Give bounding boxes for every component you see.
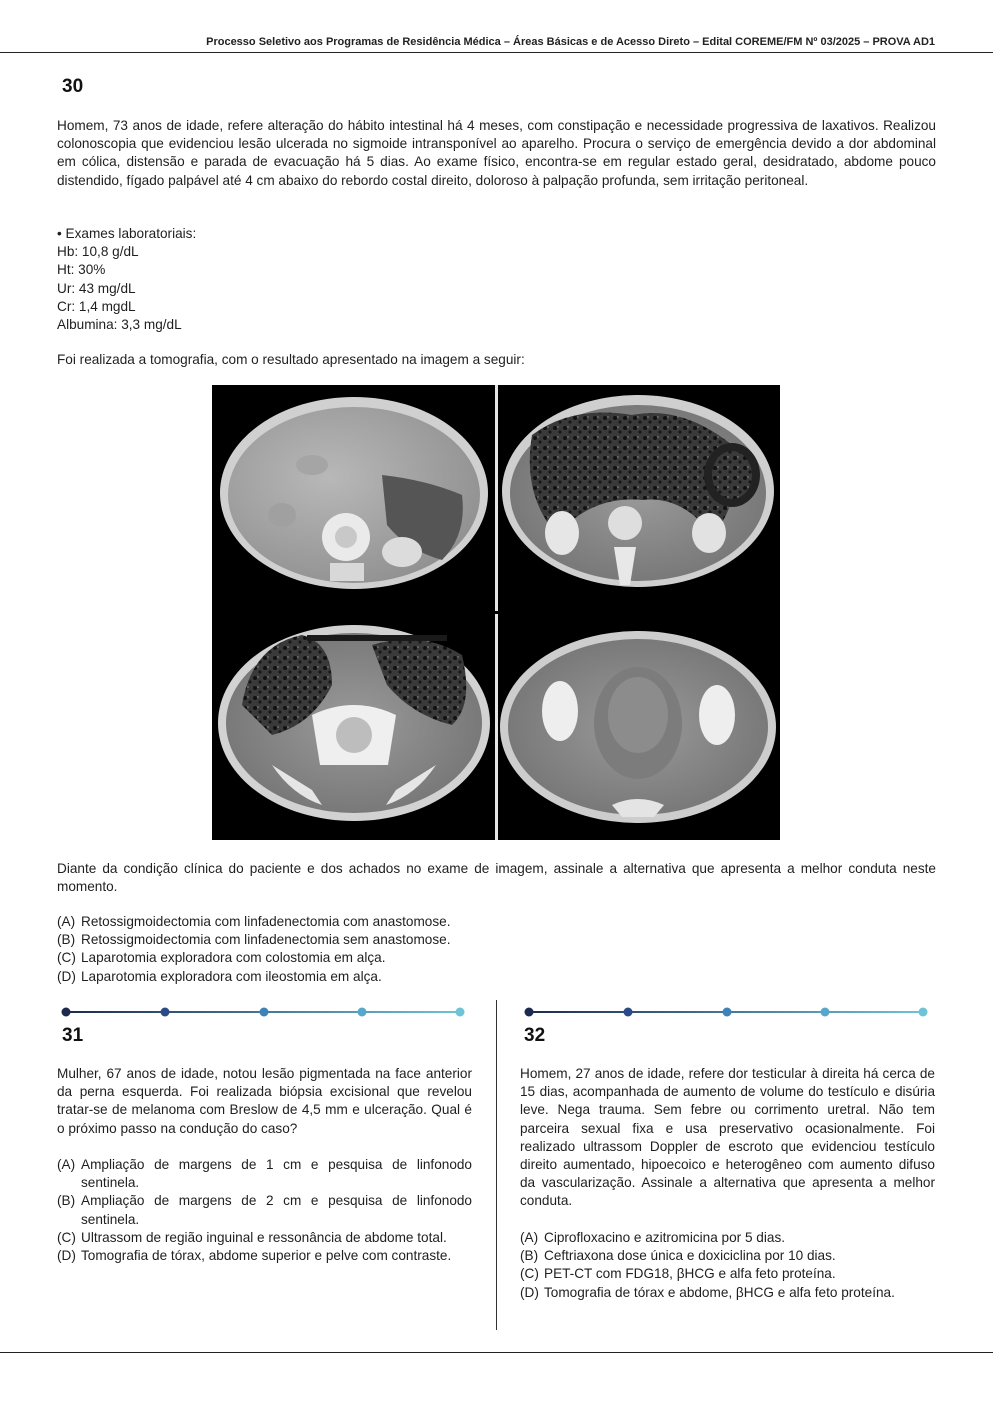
- ct-panel-liver: [220, 397, 488, 589]
- option-30-a[interactable]: [57, 913, 936, 931]
- option-30-b[interactable]: [57, 931, 936, 949]
- option-text: Retossigmoidectomia com linfadenectomia sem anastomose.: [81, 932, 451, 948]
- question-31-stem: Mulher, 67 anos de idade, notou lesão pigmentada na face anterior da perna esquerda. Foi realizada biópsia excisional que revelou tratar-se de melanoma com Breslow de 4,5 mm e ulceração. Qual é o próximo passo na condução do caso?: [57, 1066, 472, 1136]
- ct-scan-illustration: [212, 385, 780, 840]
- option-label: (B): [57, 932, 76, 948]
- option-32-b[interactable]: [520, 1247, 935, 1265]
- question-32-stem: Homem, 27 anos de idade, refere dor testicular à direita há cerca de 15 dias, acompanhada de aumento de volume do testículo e disúria leve. Nega trauma. Sem febre ou corrimento uretral. Não tem parceira sexual fixa e usa preservativo ocasionalmente. Foi realizado ultrassom Doppler de escroto que evidenciou testículo direito aumentado, hipoecoico e heterogêneo com aumento difuso da vascularização. Assinale a alternativa que apresenta a melhor conduta.: [520, 1066, 935, 1209]
- option-31-c[interactable]: [57, 1229, 472, 1247]
- question-30-options: [57, 913, 936, 986]
- ct-panel-lower-abdomen: [218, 625, 490, 821]
- option-text: PET-CT com FDG18, βHCG e alfa feto proteína.: [544, 1266, 836, 1282]
- divider-dot-1: [62, 1008, 71, 1017]
- option-text: Ampliação de margens de 1 cm e pesquisa de linfonodo sentinela.: [81, 1157, 472, 1191]
- labs-title: • Exames laboratoriais:: [57, 226, 197, 241]
- option-31-d[interactable]: [57, 1247, 472, 1265]
- option-label: (D): [57, 1248, 76, 1264]
- option-30-d[interactable]: [57, 968, 936, 986]
- option-label: (A): [520, 1230, 539, 1245]
- column-divider: [496, 1000, 497, 1330]
- section-divider-right: [523, 1006, 929, 1018]
- section-divider-left: [60, 1006, 466, 1018]
- option-text: Laparotomia exploradora com colostomia em alça.: [81, 950, 386, 966]
- ct-scan-image: [212, 385, 780, 840]
- header-title: Processo Seletivo aos Programas de Residência Médica – Áreas Básicas e de Acesso Direto – Edital COREME/FM Nº 03/2025 – PROVA AD1: [206, 36, 935, 48]
- lab-item-cr: Cr: 1,4 mgdL: [57, 298, 136, 314]
- page-header: [0, 0, 993, 53]
- option-text: Tomografia de tórax e abdome, βHCG e alfa feto proteína.: [544, 1284, 895, 1300]
- page-footer-line: [0, 1352, 993, 1353]
- ct-panel-pelvis: [500, 631, 776, 823]
- option-label: (C): [57, 950, 76, 966]
- option-label: (A): [57, 914, 76, 929]
- option-30-c[interactable]: [57, 949, 936, 967]
- option-label: (B): [57, 1193, 76, 1209]
- option-label: (D): [57, 968, 76, 984]
- option-text: Retossigmoidectomia com linfadenectomia com anastomose.: [81, 914, 451, 929]
- option-text: Ultrassom de região inguinal e ressonância de abdome total.: [81, 1229, 447, 1245]
- question-31-number: 31: [62, 1025, 84, 1046]
- lab-item-hb: Hb: 10,8 g/dL: [57, 244, 139, 260]
- lab-item-ht: Ht: 30%: [57, 262, 106, 278]
- ct-panel-kidneys: [502, 395, 774, 587]
- option-text: Laparotomia exploradora com ileostomia em alça.: [81, 968, 382, 984]
- lab-results: [57, 225, 457, 334]
- option-text: Ciprofloxacino e azitromicina por 5 dias.: [544, 1230, 786, 1245]
- option-label: (A): [57, 1157, 76, 1172]
- option-label: (B): [520, 1248, 539, 1264]
- divider-dot-5: [456, 1008, 465, 1017]
- option-32-c[interactable]: [520, 1265, 935, 1283]
- divider-dot-2: [624, 1008, 633, 1017]
- divider-dot-1: [525, 1008, 534, 1017]
- option-31-a[interactable]: [57, 1156, 472, 1192]
- divider-dot-3: [260, 1008, 269, 1017]
- question-32-number: 32: [524, 1025, 546, 1046]
- question-30-stem: Homem, 73 anos de idade, refere alteração do hábito intestinal há 4 meses, com constipação e necessidade progressiva de laxativos. Realizou colonoscopia que evidenciou lesão ulcerada no sigmoide intransponível ao aparelho. Procura o serviço de emergência devido a dor abdominal em cólica, distensão e parada de evacuação há 5 dias. Ao exame físico, encontra-se em regular estado geral, desidratado, abdome pouco distendido, fígado palpável até 4 cm abaixo do rebordo costal direito, doloroso à palpação profunda, sem irritação peritoneal.: [57, 118, 936, 188]
- lab-item-albumina: Albumina: 3,3 mg/dL: [57, 317, 182, 333]
- divider-dot-2: [161, 1008, 170, 1017]
- option-text: Tomografia de tórax, abdome superior e pelve com contraste.: [81, 1248, 452, 1264]
- divider-dot-4: [821, 1008, 830, 1017]
- lab-item-ur: Ur: 43 mg/dL: [57, 280, 136, 296]
- question-30-prompt: Diante da condição clínica do paciente e dos achados no exame de imagem, assinale a alternativa que apresenta a melhor conduta neste momento.: [57, 861, 936, 895]
- question-31-options: [57, 1156, 472, 1265]
- question-32-options: [520, 1229, 935, 1302]
- option-label: (D): [520, 1284, 539, 1300]
- option-31-b[interactable]: [57, 1192, 472, 1228]
- image-intro: Foi realizada a tomografia, com o resultado apresentado na imagem a seguir:: [57, 352, 525, 367]
- divider-dot-3: [723, 1008, 732, 1017]
- question-30-number: 30: [62, 76, 84, 97]
- divider-dot-5: [919, 1008, 928, 1017]
- option-label: (C): [57, 1229, 76, 1245]
- option-text: Ampliação de margens de 2 cm e pesquisa de linfonodo sentinela.: [81, 1193, 472, 1227]
- option-label: (C): [520, 1266, 539, 1282]
- option-32-d[interactable]: [520, 1284, 935, 1302]
- option-32-a[interactable]: [520, 1229, 935, 1247]
- option-text: Ceftriaxona dose única e doxiciclina por 10 dias.: [544, 1248, 836, 1264]
- divider-dot-4: [358, 1008, 367, 1017]
